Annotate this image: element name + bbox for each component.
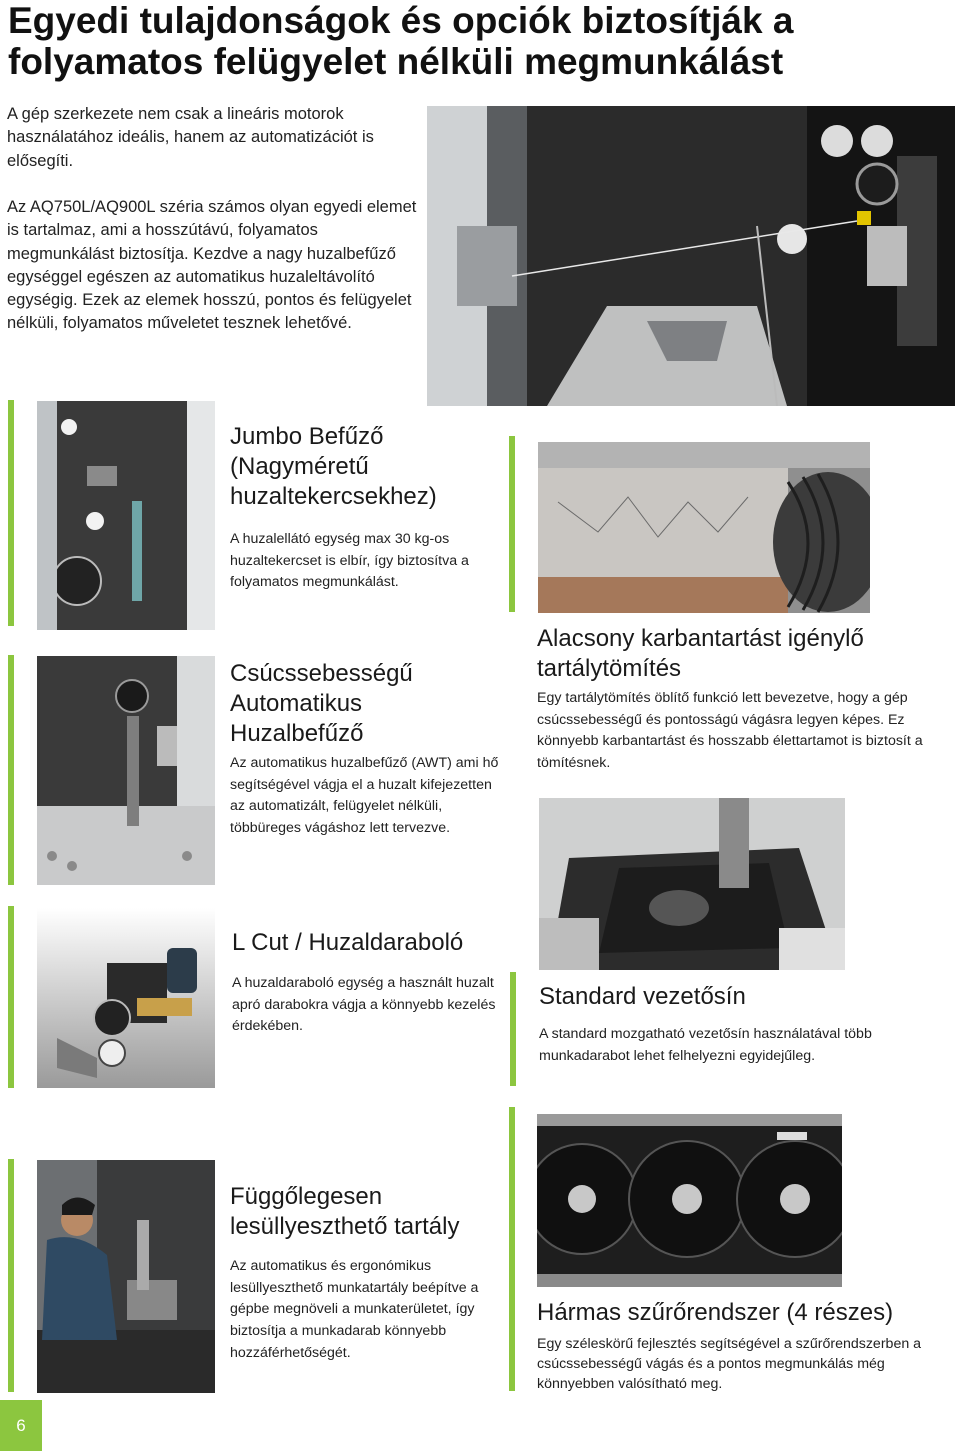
work-tank-photo	[539, 798, 845, 970]
filter-heading: Hármas szűrőrendszer (4 részes)	[537, 1299, 894, 1326]
jumbo-text: A huzalellátó egység max 30 kg-os huzaltekercset is elbír, így biztosítva a folyamatos megmunkálást.	[230, 531, 469, 591]
intro-paragraph-1: A gép szerkezete nem csak a lineáris motorok használatához ideális, hanem az automatizációt is elősegíti.	[7, 105, 374, 170]
intro-paragraph-2: Az AQ750L/AQ900L széria számos olyan egyedi elemet is tartalmaz, ami a hosszútávú, folyamatos megmunkálást biztosítja. Kezdve a nagy huzalbefűző egységgel egészen az automatikus huzaleltávolító egységig. Ezek az elemek hosszú, pontos és felügyelet nélküli, folyamatos műveletet tesznek lehetővé.	[7, 198, 417, 333]
wire-roll-photo	[538, 442, 870, 613]
rail-heading: Standard vezetősín	[539, 983, 746, 1010]
operator-tank-photo	[37, 1160, 215, 1393]
awt-text: Az automatikus huzalbefűző (AWT) ami hő segítségével vágja el a huzalt kifejezetten az automatizált, felügyelet nélküli, többüreges vágáshoz lett tervezve.	[230, 755, 499, 837]
seal-text: Egy tartálytömítés öblítő funkció lett bevezetve, hogy a gép csúcssebességű és pontosságú vágásra legyen képes. Ez könnyebb karbantartást és hosszabb élettartamot is biztosít a tömítésnek.	[537, 690, 923, 772]
jumbo-heading: Jumbo Befűző (Nagyméretű huzaltekercsekhez)	[230, 423, 437, 510]
wire-feeder-photo	[427, 106, 955, 406]
awt-heading: Csúcssebességű Automatikus Huzalbefűző	[230, 660, 413, 747]
filter-system-photo	[537, 1114, 842, 1287]
awt-photo	[37, 656, 215, 885]
accent-bar	[8, 655, 14, 885]
accent-bar	[8, 1159, 14, 1392]
accent-bar	[510, 972, 516, 1086]
lcut-heading: L Cut / Huzaldaraboló	[232, 929, 464, 956]
accent-bar	[8, 906, 14, 1088]
lcut-text: A huzaldaraboló egység a használt huzalt apró darabokra vágja a könnyebb kezelés érdekében.	[232, 975, 496, 1035]
filter-text: Egy széleskörű fejlesztés segítségével a szűrőrendszerben a csúcssebességű vágás és a pontos megmunkálás még könnyebben valósítható meg.	[537, 1336, 922, 1392]
wire-chopper-photo	[37, 908, 215, 1088]
accent-bar	[509, 436, 515, 612]
accent-bar	[8, 400, 14, 626]
tank-text: Az automatikus és ergonómikus lesüllyeszthető munkatartály beépítve a gépbe megnöveli a munkaterületet, így biztosítja a munkadarab könnyebb hozzáférhetőségét.	[230, 1258, 479, 1361]
page-number: 6	[0, 1400, 42, 1451]
seal-heading: Alacsony karbantartást igénylő tartálytömítés	[537, 625, 864, 682]
accent-bar	[509, 1107, 515, 1391]
page-title: Egyedi tulajdonságok és opciók biztosítják a folyamatos felügyelet nélküli megmunkálást	[8, 0, 794, 82]
jumbo-feeder-photo	[37, 401, 215, 630]
tank-heading: Függőlegesen lesüllyeszthető tartály	[230, 1183, 460, 1240]
rail-text: A standard mozgatható vezetősín használatával több munkadarabot lehet felhelyezni egyidejűleg.	[539, 1026, 872, 1064]
